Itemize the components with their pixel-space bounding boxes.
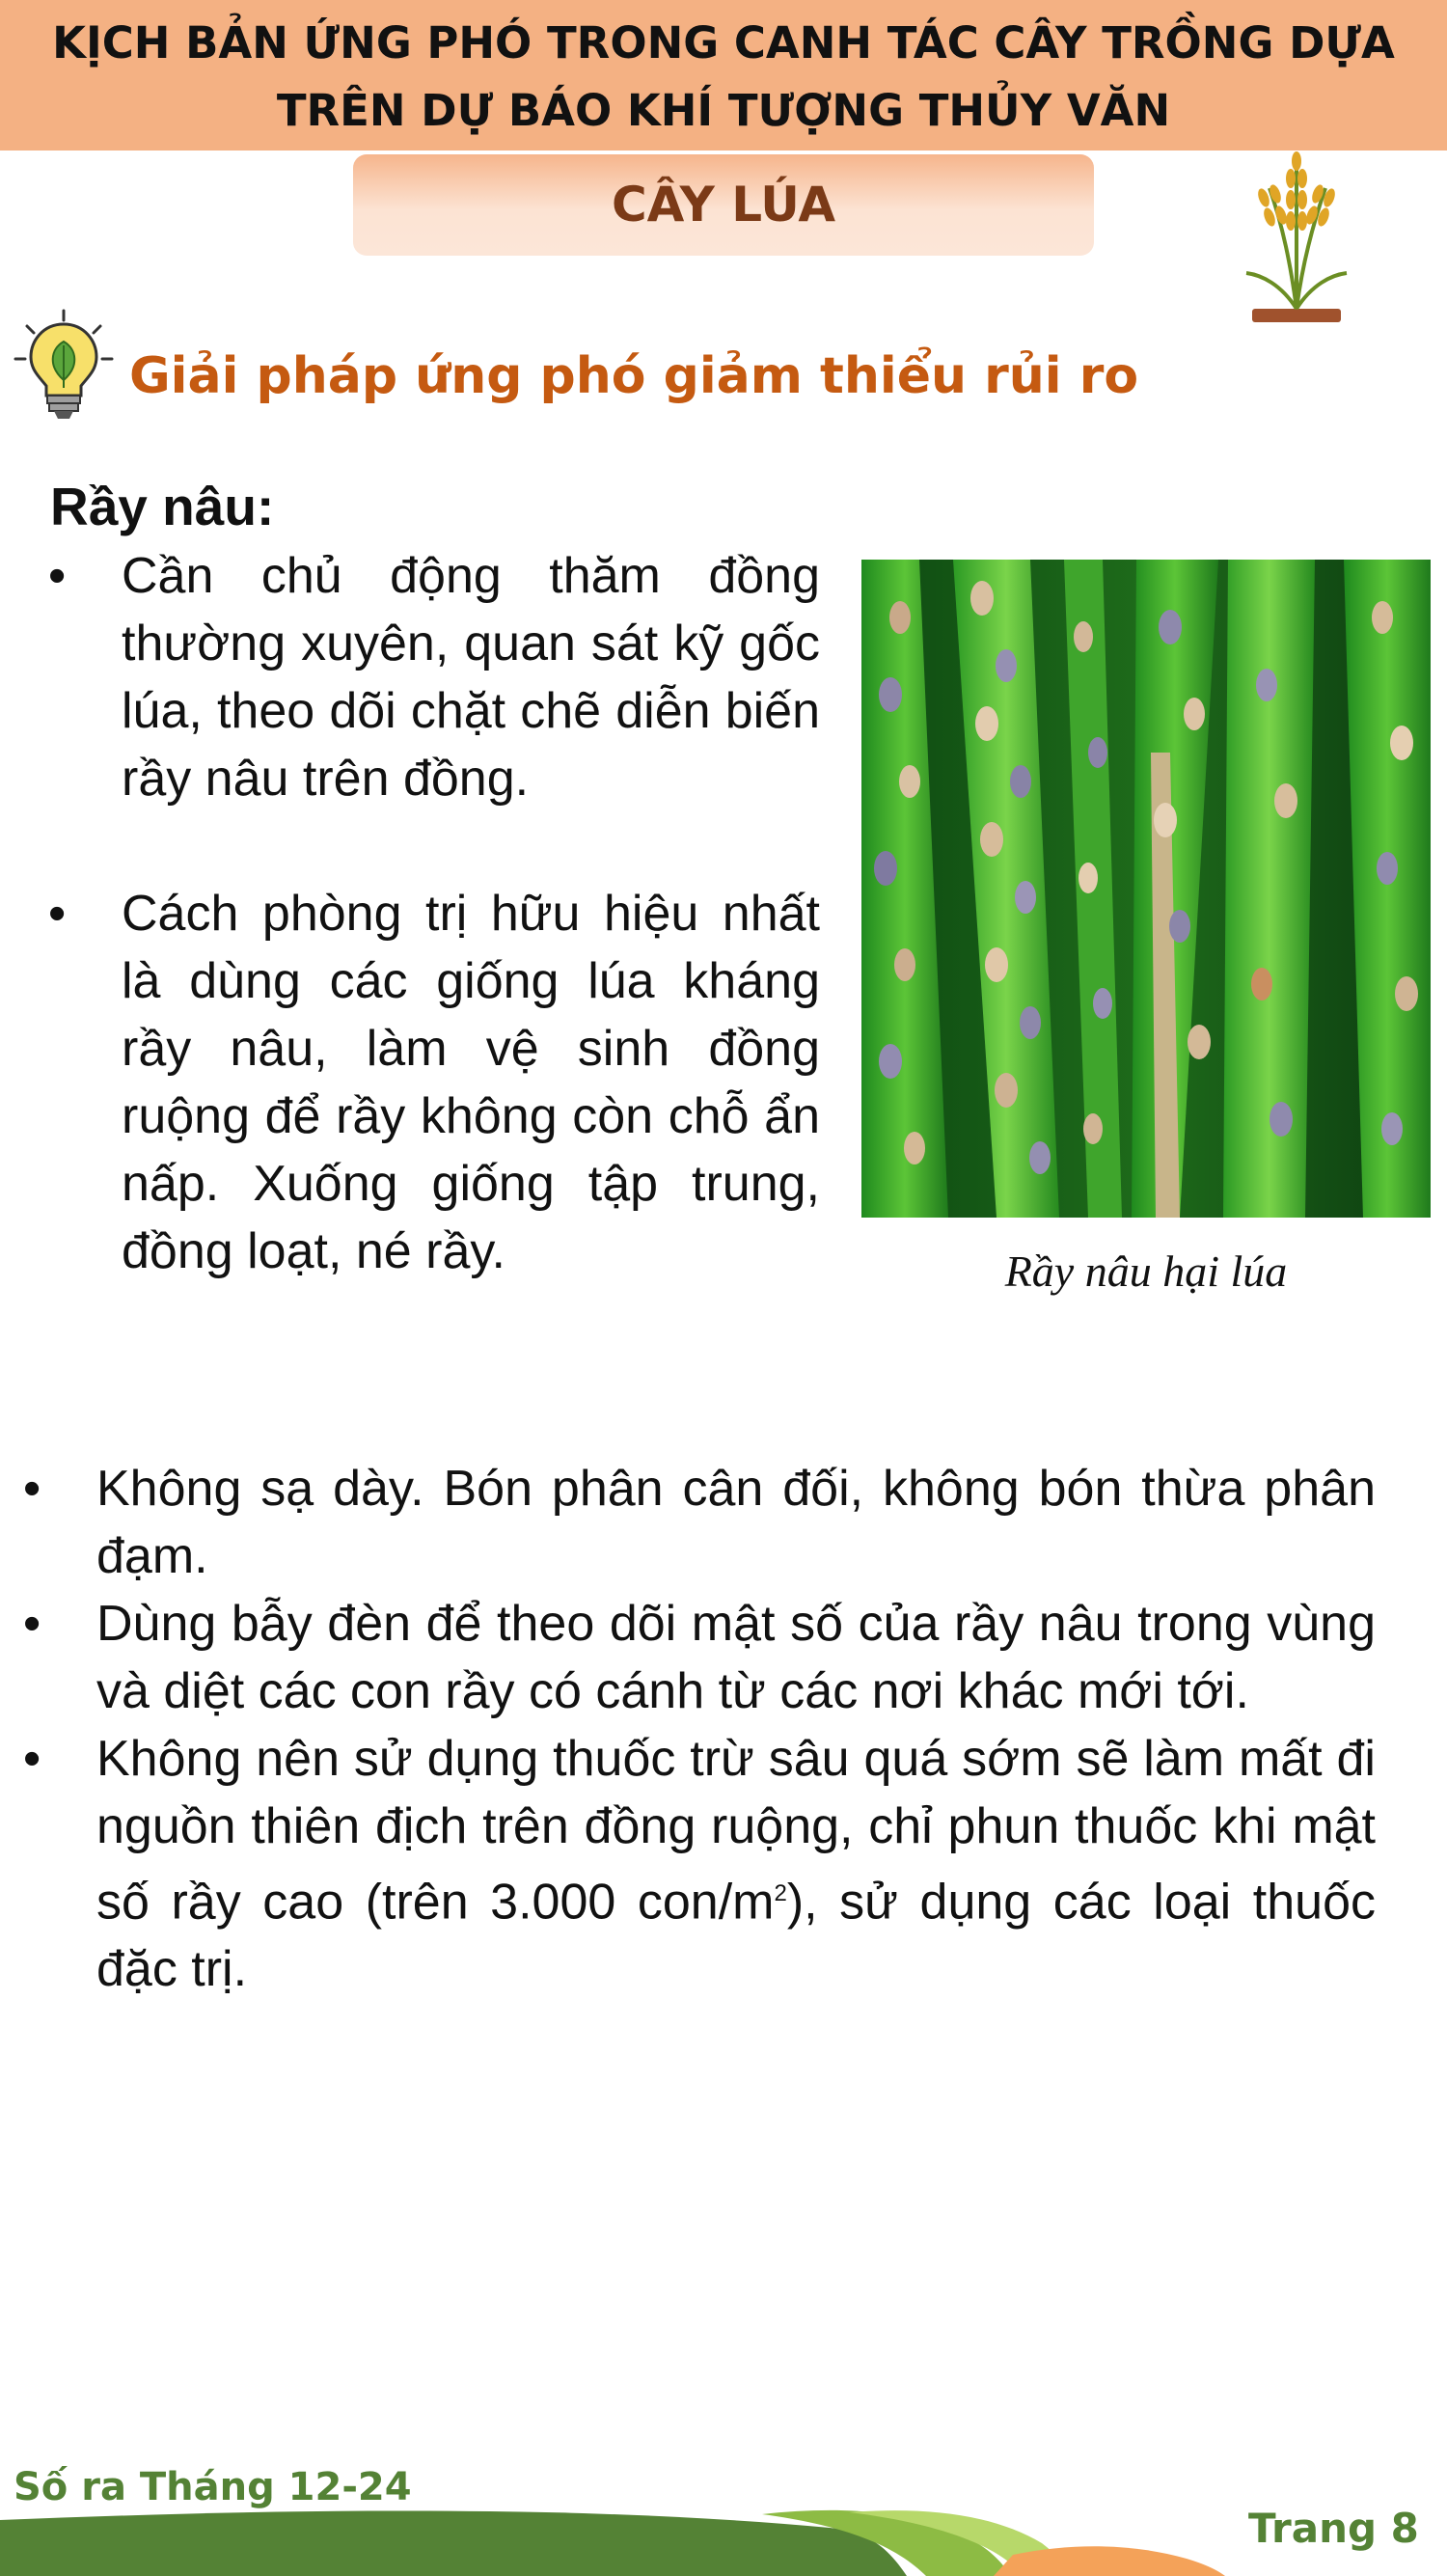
bullet-dot: • (48, 886, 67, 942)
bullet-text: Không sạ dày. Bón phân cân đối, không bón thừa phân đạm. (96, 1461, 1376, 1584)
bullet-text-start: Không nên sử dụng thuốc trừ sâu quá sớm sẽ làm mất đi nguồn thiên địch trên đồng ruộng, chỉ phun thuốc khi mật số rầy cao (trên 3.000 con/m (96, 1731, 1376, 1931)
bullet-text: Cần chủ động thăm đồng thường xuyên, quan sát kỹ gốc lúa, theo dõi chặt chẽ diễn biến rầy nâu trên đồng. (122, 548, 820, 807)
lightbulb-leaf-icon (12, 307, 116, 423)
title-line-1: KỊCH BẢN ỨNG PHÓ TRONG CANH TÁC CÂY TRỒNG DỰA (52, 17, 1395, 69)
brown-planthopper-photo (861, 560, 1431, 1218)
bullet-text-end: ), sử dụng các loại thuốc đặc trị. (96, 1874, 1376, 1998)
bullet-item (23, 1725, 1376, 2003)
rice-plant-icon (1233, 150, 1360, 328)
page-title (0, 10, 1447, 145)
pest-heading: Rầy nâu: (50, 477, 275, 536)
bullet-item (48, 880, 820, 1285)
bullet-dot: • (23, 1461, 41, 1517)
bullet-dot: • (23, 1596, 41, 1652)
bullet-dot: • (48, 548, 67, 604)
crop-banner (353, 154, 1094, 256)
crop-title: CÂY LÚA (611, 177, 836, 233)
page-number: Trang 8 (1248, 2505, 1419, 2552)
issue-label: Số ra Tháng 12-24 (14, 2465, 412, 2509)
bullet-item (23, 1590, 1376, 1725)
section-title: Giải pháp ứng phó giảm thiểu rủi ro (129, 347, 1139, 405)
bullet-text: Dùng bẫy đèn để theo dõi mật số của rầy nâu trong vùng và diệt các con rầy có cánh từ các nơi khác mới tới. (96, 1596, 1376, 1719)
superscript-two: 2 (774, 1880, 787, 1906)
wide-bullet-list (23, 1455, 1376, 2003)
photo-caption: Rầy nâu hại lúa (1004, 1247, 1288, 1296)
title-line-2: TRÊN DỰ BÁO KHÍ TƯỢNG THỦY VĂN (276, 85, 1171, 136)
bullet-text: Cách phòng trị hữu hiệu nhất là dùng các giống lúa kháng rầy nâu, làm vệ sinh đồng ruộng để rầy không còn chỗ ẩn nấp. Xuống giống tập trung, đồng loạt, né rầy. (122, 886, 820, 1279)
bullet-dot: • (23, 1731, 41, 1787)
narrow-bullet-list (48, 542, 820, 1285)
bullet-item (23, 1455, 1376, 1590)
bullet-item (48, 542, 820, 812)
